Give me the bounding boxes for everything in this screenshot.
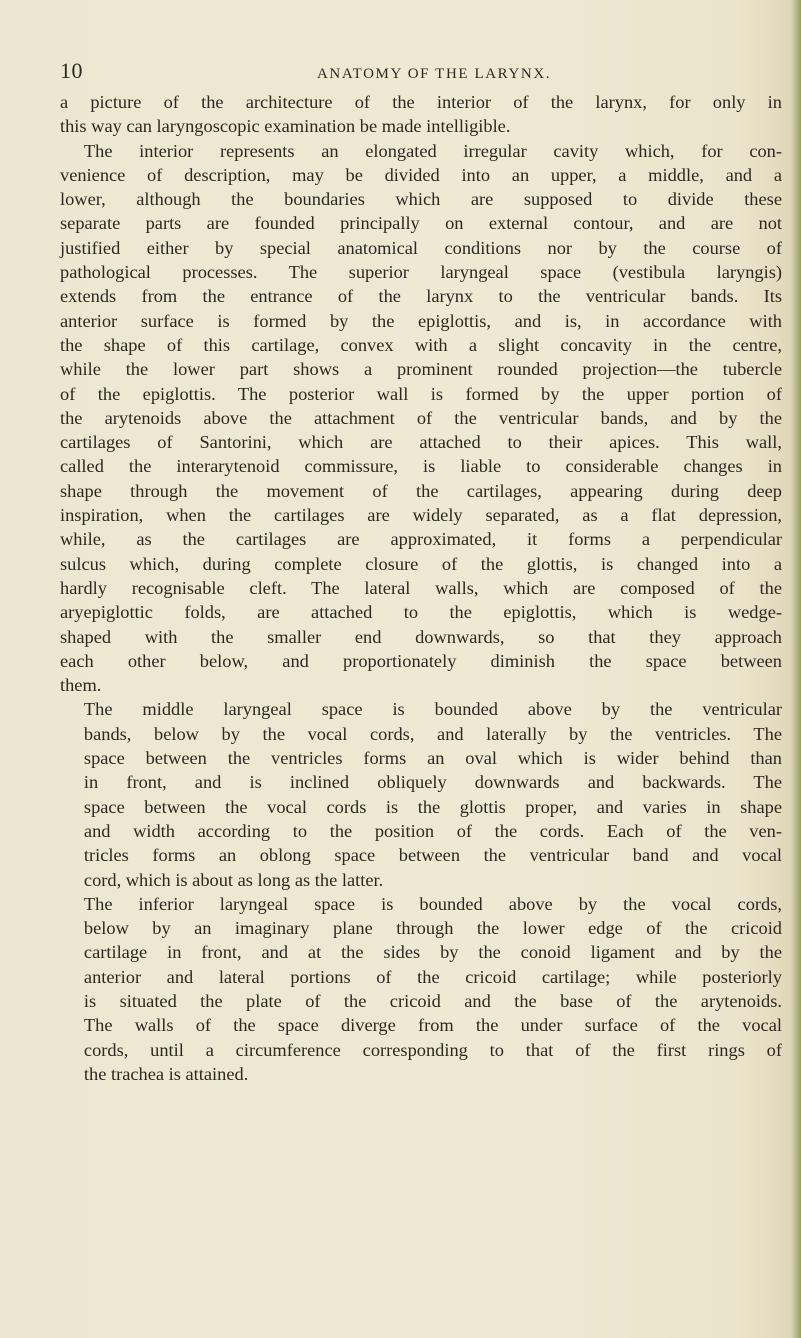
text-line: hardly recognisable cleft. The lateral walls, which are composed of the — [60, 577, 782, 598]
text-line: cartilages of Santorini, which are attached to their apices. This wall, — [60, 432, 782, 453]
text-line: anterior and lateral portions of the cricoid cartilage; while posteriorly — [83, 966, 782, 987]
paragraph-3 — [60, 892, 782, 1086]
text-line: shape through the movement of the cartilages, appearing during deep — [60, 480, 782, 501]
text-line: The middle laryngeal space is bounded above by the ventricular — [83, 699, 782, 720]
text-line: extends from the entrance of the larynx to the ventricular bands. Its — [60, 286, 782, 307]
text-line: The inferior laryngeal space is bounded above by the vocal cords, — [83, 893, 782, 914]
page-header — [60, 52, 780, 82]
text-line: is situated the plate of the cricoid and the base of the arytenoids. — [83, 990, 782, 1011]
text-line: the trachea is attained. — [83, 1063, 249, 1084]
text-line: each other below, and proportionately diminish the space between — [60, 650, 782, 671]
text-line: cords, until a circumference corresponding to that of the first rings of — [83, 1039, 782, 1060]
text-line: bands, below by the vocal cords, and laterally by the ventricles. The — [83, 723, 782, 744]
text-line: lower, although the boundaries which are supposed to divide these — [60, 189, 782, 210]
text-line: cord, which is about as long as the latter. — [83, 869, 384, 890]
paragraph-2 — [60, 697, 782, 891]
text-line: called the interarytenoid commissure, is liable to considerable changes in — [60, 456, 782, 477]
page-number: 10 — [60, 58, 83, 83]
text-line: anterior surface is formed by the epiglottis, and is, in accordance with — [60, 310, 782, 331]
text-line: space between the vocal cords is the glottis proper, and varies in shape — [83, 796, 782, 817]
text-line: pathological processes. The superior laryngeal space (vestibula laryngis) — [60, 262, 782, 283]
text-line: and width according to the position of the cords. Each of the ven- — [83, 820, 782, 841]
body-text — [60, 90, 782, 1086]
paragraph-1 — [60, 90, 782, 697]
text-line: this way can laryngoscopic examination be made intelligible. — [60, 116, 511, 137]
running-head: ANATOMY OF THE LARYNX. — [317, 66, 552, 82]
text-line: cartilage in front, and at the sides by the conoid ligament and by the — [83, 942, 782, 963]
text-line: them. — [60, 675, 102, 696]
text-line: the shape of this cartilage, convex with a slight concavity in the centre, — [60, 334, 782, 355]
text-line: while, as the cartilages are approximated, it forms a perpendicular — [60, 529, 782, 550]
text-line: The walls of the space diverge from the under surface of the vocal — [83, 1015, 782, 1036]
text-line: aryepiglottic folds, are attached to the epiglottis, which is wedge- — [60, 602, 782, 623]
text-line: the arytenoids above the attachment of the ventricular bands, and by the — [60, 407, 782, 428]
text-line: venience of description, may be divided into an upper, a middle, and a — [60, 164, 782, 185]
text-line: of the epiglottis. The posterior wall is formed by the upper portion of — [60, 383, 782, 404]
text-line: while the lower part shows a prominent rounded projection—the tubercle — [60, 359, 782, 380]
text-line: tricles forms an oblong space between the ventricular band and vocal — [83, 845, 782, 866]
text-line: below by an imaginary plane through the lower edge of the cricoid — [83, 918, 782, 939]
text-line: in front, and is inclined obliquely downwards and backwards. The — [83, 772, 782, 793]
text-line: a picture of the architecture of the interior of the larynx, for only in — [60, 92, 782, 112]
text-line: shaped with the smaller end downwards, so that they approach — [60, 626, 782, 647]
text-line: The interior represents an elongated irregular cavity which, for con- — [83, 140, 782, 161]
text-line: separate parts are founded principally on external contour, and are not — [60, 213, 782, 234]
text-line: justified either by special anatomical conditions nor by the course of — [60, 237, 782, 258]
text-line: space between the ventricles forms an oval which is wider behind than — [83, 748, 782, 769]
text-line: inspiration, when the cartilages are widely separated, as a flat depression, — [60, 505, 782, 526]
text-line: sulcus which, during complete closure of the glottis, is changed into a — [60, 553, 782, 574]
page-edge — [791, 0, 801, 1338]
